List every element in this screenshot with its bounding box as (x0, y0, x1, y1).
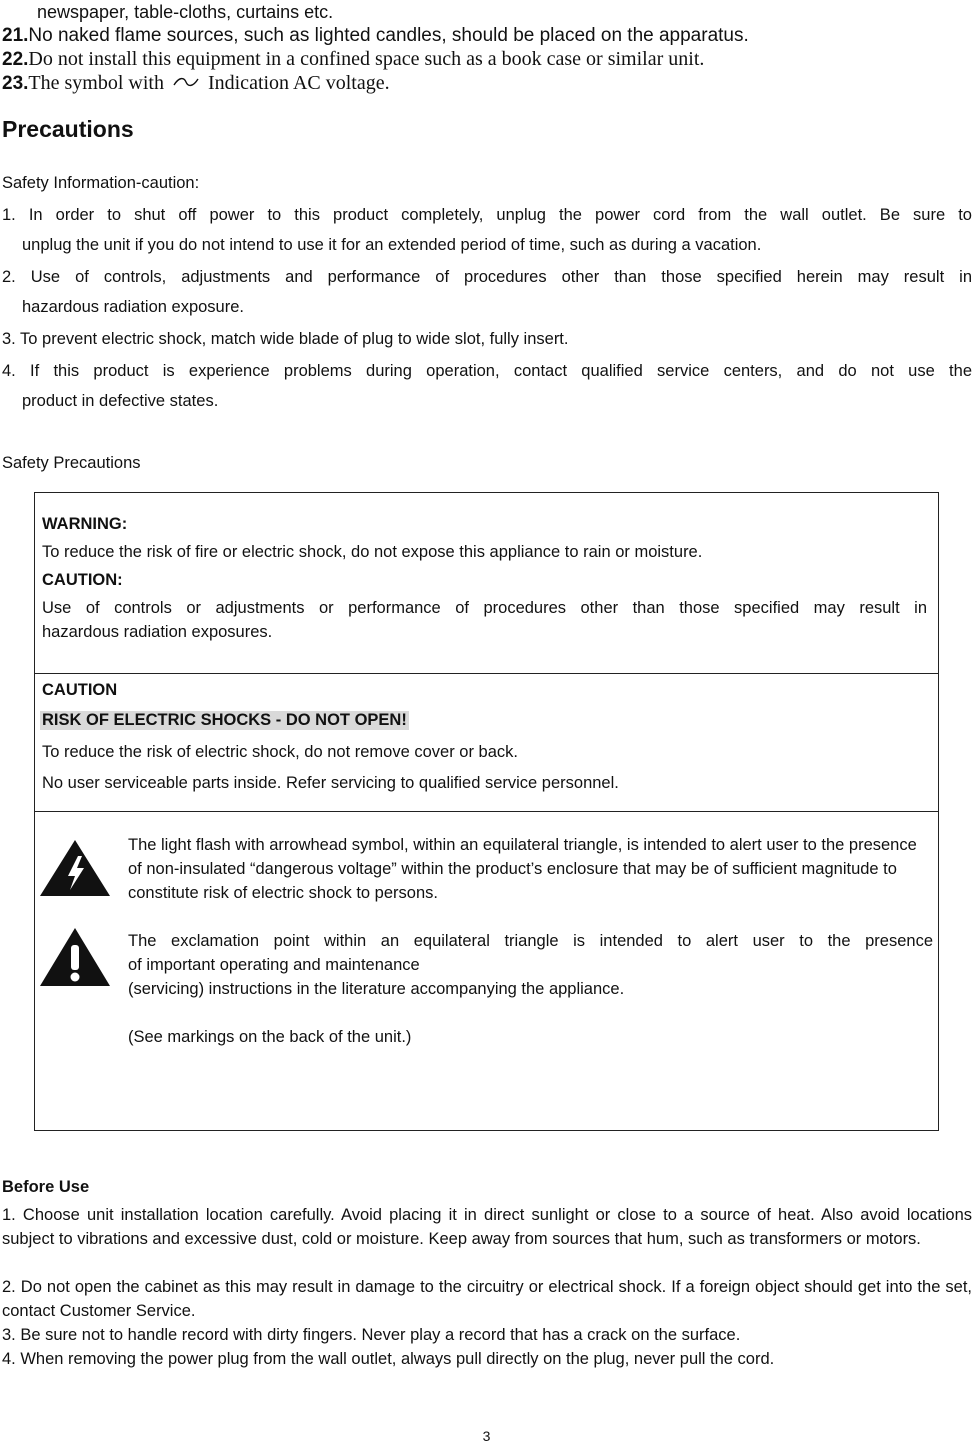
precaution-item-1-cont: unplug the unit if you do not intend to use it for an extended period of time, such as during a vacation. (22, 236, 762, 254)
safety-precautions-label: Safety Precautions (2, 454, 141, 472)
before-use-item-4: 4. When removing the power plug from the wall outlet, always pull directly on the plug, never pull the cord. (2, 1350, 775, 1368)
exclamation-triangle-icon (38, 926, 112, 993)
lightning-explanation: The light flash with arrowhead symbol, within an equilateral triangle, is intended to alert user to the presence of non-insulated “dangerous voltage” within the product’s enclosure that may be of sufficient magnitude to constitute risk of electric shock to persons. (128, 836, 917, 902)
precaution-item-2: 2. Use of controls, adjustments and performance of procedures other than those specified herein may result in (2, 268, 972, 286)
list-item-21 (2, 25, 749, 47)
divider (35, 673, 938, 674)
list-item-23 (2, 72, 390, 95)
list-number: 22. (2, 49, 29, 70)
list-item-text: The symbol with (28, 72, 164, 94)
precaution-item-1: 1. In order to shut off power to this product completely, unplug the power cord from the wall outlet. Be sure to (2, 206, 972, 224)
caution2-label: CAUTION (42, 681, 118, 699)
exclamation-text-1: The exclamation point within an equilateral triangle is intended to alert user to the presence (128, 932, 933, 950)
caution-text: Use of controls or adjustments or performance of procedures other than those specified may result in (42, 599, 927, 617)
caution-text-cont: hazardous radiation exposures. (42, 623, 273, 641)
list-number: 21. (2, 25, 29, 46)
risk-text-2: No user serviceable parts inside. Refer servicing to qualified service personnel. (42, 774, 619, 792)
before-use-item-3: 3. Be sure not to handle record with dirty fingers. Never play a record that has a crack on the surface. (2, 1326, 741, 1344)
before-use-item-1: 1. Choose unit installation location carefully. Avoid placing it in direct sunlight or close to a source of heat. Also avoid locations subject to vibrations and excessive dust, cold or moisture. Keep away from sources that hum, such as transformers or motors. (2, 1206, 972, 1248)
risk-text-1: To reduce the risk of electric shock, do not remove cover or back. (42, 743, 518, 761)
exclamation-text-2: of important operating and maintenance (128, 956, 420, 974)
list-item-22 (2, 48, 704, 71)
markings-note: (See markings on the back of the unit.) (128, 1028, 412, 1046)
lightning-triangle-icon (38, 838, 112, 903)
precautions-heading: Precautions (2, 116, 134, 142)
list-number: 23. (2, 73, 29, 94)
ac-tilde-icon (172, 75, 200, 94)
precaution-item-2-cont: hazardous radiation exposure. (22, 298, 244, 316)
precaution-item-3: 3. To prevent electric shock, match wide blade of plug to wide slot, fully insert. (2, 330, 569, 348)
caution-label: CAUTION: (42, 571, 123, 589)
safety-notice-box (34, 492, 939, 1131)
safety-info-label: Safety Information-caution: (2, 174, 200, 192)
warning-label: WARNING: (42, 515, 128, 533)
before-use-heading: Before Use (2, 1178, 90, 1196)
list-item-text: Do not install this equipment in a confined space such as a book case or similar unit. (28, 48, 705, 70)
list-item-text: No naked flame sources, such as lighted candles, should be placed on the apparatus. (28, 25, 749, 46)
precaution-item-4-cont: product in defective states. (22, 392, 219, 410)
precaution-item-4: 4. If this product is experience problems during operation, contact qualified service centers, and do not use the (2, 362, 972, 380)
exclamation-explanation (128, 929, 933, 1001)
exclamation-text-3: (servicing) instructions in the literature accompanying the appliance. (128, 980, 625, 998)
before-use-item-2: 2. Do not open the cabinet as this may result in damage to the circuitry or electrical shock. If a foreign object should get into the set, contact Customer Service. (2, 1278, 972, 1320)
divider (35, 811, 938, 812)
risk-label: RISK OF ELECTRIC SHOCKS - DO NOT OPEN! (42, 711, 407, 729)
list-item-text: Indication AC voltage. (207, 72, 390, 94)
list-continuation: newspaper, table-cloths, curtains etc. (37, 2, 334, 22)
page-number: 3 (482, 1428, 491, 1444)
warning-text: To reduce the risk of fire or electric shock, do not expose this appliance to rain or moisture. (42, 543, 703, 561)
